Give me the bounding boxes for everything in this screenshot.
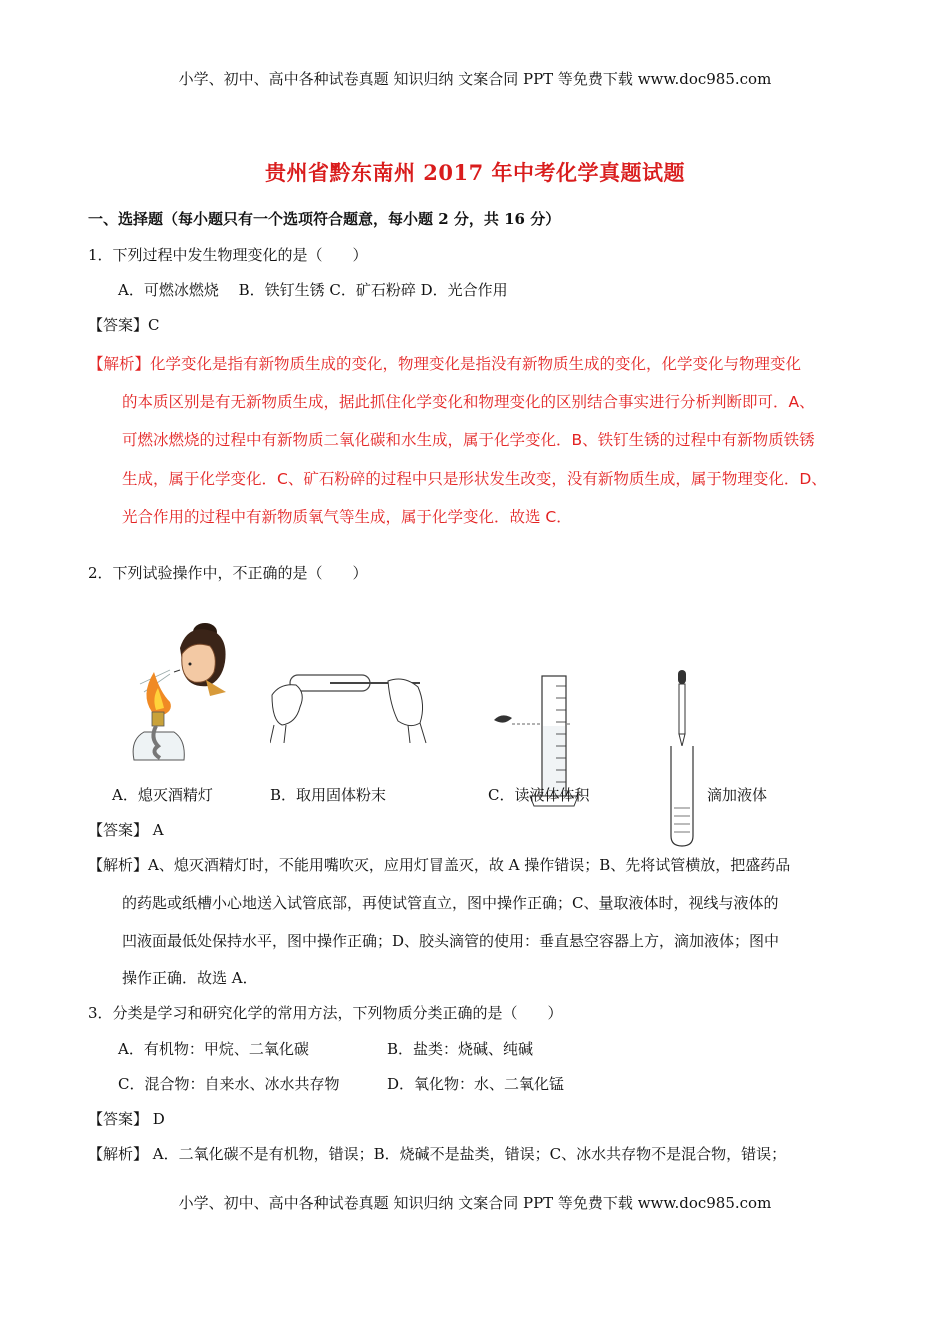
q2-caption-d: 滴加液体 xyxy=(707,786,768,804)
page-header: 小学、初中、高中各种试卷真题 知识归纳 文案合同 PPT 等免费下载 www.doc985.com xyxy=(178,70,772,88)
figure-drop-liquid xyxy=(665,668,705,850)
q3-option-b: B．盐类：烧碱、纯碱 xyxy=(387,1040,534,1058)
q3-analysis: 【解析】 A．二氧化碳不是有机物，错误；B．烧碱不是盐类，错误；C、冰水共存物不是混合物，错误； xyxy=(88,1145,787,1163)
dropper-tube xyxy=(679,684,685,734)
q1-analysis-line: 光合作用的过程中有新物质氧气等生成，属于化学变化．故选 C． xyxy=(122,508,572,526)
q3-option-c: C．混合物：自来水、冰水共存物 xyxy=(118,1075,340,1093)
right-hand xyxy=(388,679,423,726)
q3-option-d: D．氧化物：水、二氧化锰 xyxy=(387,1075,565,1093)
section-heading: 一、选择题（每小题只有一个选项符合题意，每小题 2 分，共 16 分） xyxy=(88,210,561,228)
dropper-bulb xyxy=(678,670,686,684)
q2-answer: 【答案】 A xyxy=(88,821,164,839)
q1-stem: 1．下列过程中发生物理变化的是（ ） xyxy=(88,246,368,264)
q1-analysis-line: 【解析】化学变化是指有新物质生成的变化，物理变化是指没有新物质生成的变化，化学变化与物理变化 xyxy=(88,355,802,373)
q1-options: A．可燃冰燃烧 B．铁钉生锈 C．矿石粉碎 D．光合作用 xyxy=(118,281,508,299)
q2-caption-a: A．熄灭酒精灯 xyxy=(112,786,213,804)
left-hand xyxy=(272,685,302,725)
page-footer: 小学、初中、高中各种试卷真题 知识归纳 文案合同 PPT 等免费下载 www.doc985.com xyxy=(178,1194,772,1212)
q2-caption-c: C．读液体体积 xyxy=(488,786,590,804)
q2-analysis-line: 【解析】A、熄灭酒精灯时，不能用嘴吹灭，应用灯冒盖灭，故 A 操作错误；B、先将试管横放，把盛药品 xyxy=(88,856,791,874)
q3-stem: 3．分类是学习和研究化学的常用方法，下列物质分类正确的是（ ） xyxy=(88,1004,563,1022)
q2-analysis-line: 的药匙或纸槽小心地送入试管底部，再使试管直立，图中操作正确；C、量取液体时，视线与液体的 xyxy=(122,894,779,912)
figure-blow-lamp xyxy=(130,600,235,770)
q2-analysis-line: 凹液面最低处保持水平，图中操作正确；D、胶头滴管的使用：垂直悬空容器上方，滴加液体；图中 xyxy=(122,932,780,950)
q2-caption-b: B．取用固体粉末 xyxy=(270,786,387,804)
q1-answer: 【答案】C xyxy=(88,316,160,334)
eye-icon xyxy=(494,715,512,722)
q2-stem: 2．下列试验操作中，不正确的是（ ） xyxy=(88,564,368,582)
q3-answer: 【答案】 D xyxy=(88,1110,165,1128)
receiving-tube xyxy=(671,746,693,846)
q1-analysis-line: 可燃冰燃烧的过程中有新物质二氧化碳和水生成，属于化学变化．B、铁钉生锈的过程中有新物质铁锈 xyxy=(122,431,815,449)
q2-analysis-line: 操作正确．故选 A． xyxy=(122,969,258,987)
q1-analysis-line: 的本质区别是有无新物质生成，据此抓住化学变化和物理变化的区别结合事实进行分析判断即可．A、 xyxy=(122,393,815,411)
q3-option-a: A．有机物：甲烷、二氧化碳 xyxy=(118,1040,309,1058)
q1-analysis-line: 生成，属于化学变化．C、矿石粉碎的过程中只是形状发生改变，没有新物质生成，属于物理变化．D、 xyxy=(122,470,827,488)
figure-powder-tube xyxy=(270,665,435,745)
page-title: 贵州省黔东南州 2017 年中考化学真题试题 xyxy=(264,160,686,185)
person-head-illustration xyxy=(174,623,226,696)
